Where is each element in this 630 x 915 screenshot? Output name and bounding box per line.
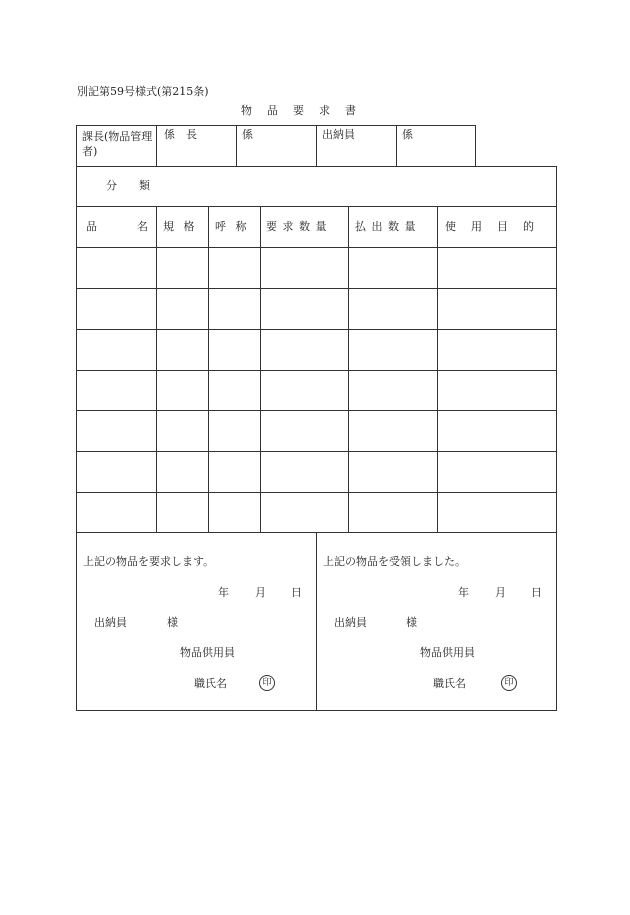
- form-title: 物 品 要 求 書: [241, 104, 358, 117]
- receipt-honorific: 様: [406, 616, 417, 629]
- classification-label: 分 類: [106, 179, 150, 192]
- receipt-user-title: 物品供用員: [420, 646, 475, 659]
- receipt-seal-mark: 印: [501, 675, 517, 691]
- staff-label-2: 係: [402, 128, 413, 141]
- receipt-month: 月: [495, 586, 506, 599]
- column-header-issued-qty: 払 出 数 量: [355, 220, 417, 233]
- cashier-label: 出納員: [322, 128, 355, 141]
- request-cashier: 出納員: [94, 616, 127, 629]
- column-header-requested-qty: 要 求 数 量: [266, 220, 328, 233]
- approval-table: [76, 125, 476, 166]
- request-day: 日: [291, 586, 302, 599]
- column-header-item-name: 品 名: [86, 220, 148, 233]
- request-name-label: 職氏名: [194, 677, 227, 690]
- section-chief-label: 課長(物品管理者): [82, 130, 153, 158]
- receipt-statement: 上記の物品を受領しました。: [323, 555, 466, 568]
- form-reference: 別記第59号様式(第215条): [77, 85, 209, 98]
- signature-section: [76, 532, 557, 711]
- request-month: 月: [255, 586, 266, 599]
- receipt-name-label: 職氏名: [433, 677, 466, 690]
- receipt-day: 日: [531, 586, 542, 599]
- request-user-title: 物品供用員: [180, 646, 235, 659]
- staff-label-1: 係: [242, 128, 253, 141]
- request-year: 年: [218, 586, 229, 599]
- column-header-purpose: 使 用 目 的: [445, 220, 536, 233]
- column-header-spec: 規 格: [163, 220, 198, 233]
- receipt-year: 年: [458, 586, 469, 599]
- request-honorific: 様: [167, 616, 178, 629]
- request-statement: 上記の物品を要求します。: [83, 555, 215, 568]
- receipt-cashier: 出納員: [334, 616, 367, 629]
- request-seal-mark: 印: [259, 675, 275, 691]
- column-header-designation: 呼 称: [215, 220, 250, 233]
- chief-label: 係 長: [164, 128, 197, 141]
- items-table: [76, 166, 557, 532]
